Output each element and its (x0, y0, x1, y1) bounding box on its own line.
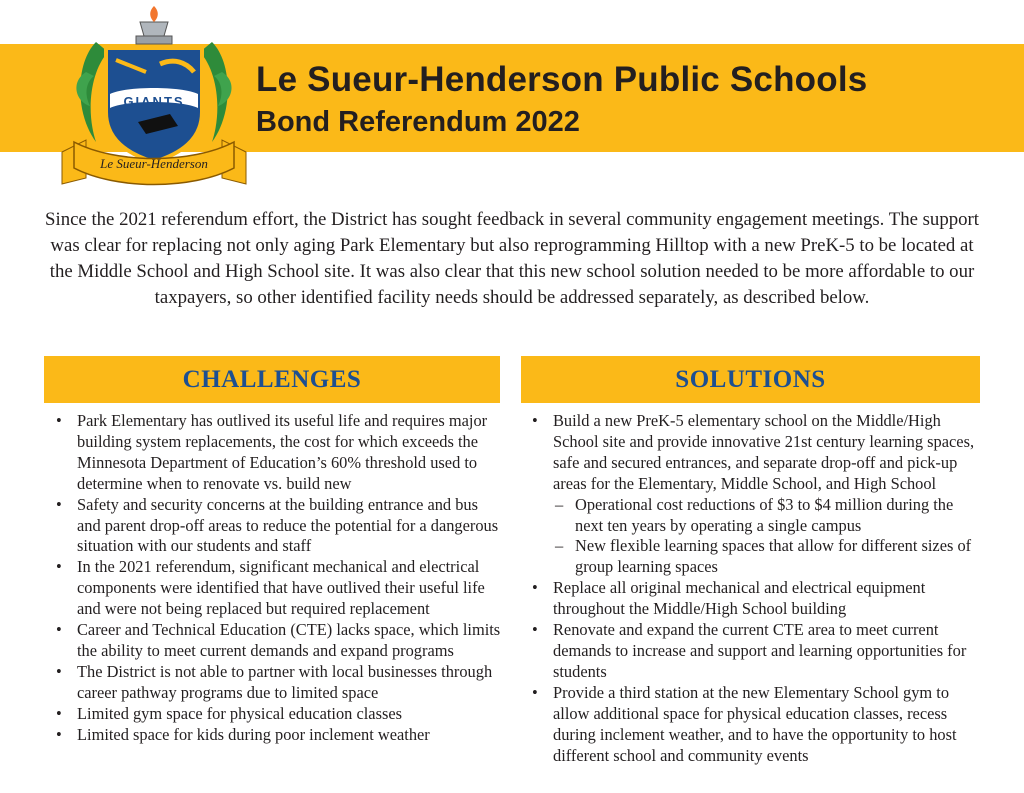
logo-ribbon-text: Le Sueur-Henderson (100, 156, 208, 171)
list-item-text: Park Elementary has outlived its useful life and requires major building system replacements, the cost for which exceeds the Minnesota Department of Education’s 60% threshold used to determine when to renovate vs. build new (77, 411, 488, 493)
list-item-text: Build a new PreK-5 elementary school on the Middle/High School site and provide innovative 21st century learning spaces, safe and secured entrances, and separate drop-off and pick-up areas for the Elementary, Middle School, and High School (553, 411, 975, 493)
list-item (54, 495, 504, 558)
list-item-text: Renovate and expand the current CTE area to meet current demands to increase and support and learning opportunities for students (553, 620, 967, 681)
dash-icon: – (555, 536, 564, 556)
solutions-list (530, 411, 980, 766)
list-item (530, 620, 980, 683)
list-item-text: Limited space for kids during poor inclement weather (77, 724, 430, 744)
bullet-icon: • (56, 724, 62, 744)
bullet-icon: • (56, 411, 62, 430)
solutions-heading-bar (521, 356, 980, 403)
list-item-text: Career and Technical Education (CTE) lacks space, which limits the ability to meet current demands and expand programs (77, 620, 501, 660)
dash-icon: – (555, 494, 564, 514)
bullet-icon: • (56, 661, 62, 681)
list-item (530, 683, 980, 767)
page-subtitle: Bond Referendum 2022 (256, 106, 580, 138)
bullet-icon: • (56, 494, 62, 514)
bullet-icon: • (56, 703, 62, 723)
bullet-icon: • (532, 578, 538, 598)
sub-list-item (553, 495, 980, 537)
challenges-list (54, 411, 504, 746)
bullet-icon: • (56, 557, 62, 577)
bullet-icon: • (532, 411, 538, 430)
school-crest-logo (56, 2, 252, 198)
list-item (54, 411, 504, 495)
sub-list-item-text: Operational cost reductions of $3 to $4 million during the next ten years by operating a single campus (575, 494, 954, 535)
list-item-text: Safety and security concerns at the building entrance and bus and parent drop-off areas to reduce the potential for a dangerous situation with our students and staff (77, 494, 499, 556)
list-item (54, 662, 504, 704)
sub-list-item (553, 536, 980, 578)
list-item (54, 557, 504, 620)
list-item (54, 620, 504, 662)
list-item (54, 704, 504, 725)
page-title: Le Sueur-Henderson Public Schools (256, 60, 868, 99)
challenges-heading-bar (44, 356, 500, 403)
list-item-text: Replace all original mechanical and electrical equipment throughout the Middle/High School building (553, 578, 926, 619)
solutions-heading: SOLUTIONS (675, 365, 826, 393)
challenges-heading: CHALLENGES (182, 365, 362, 393)
list-item (54, 725, 504, 746)
list-item-text: The District is not able to partner with local businesses through career pathway programs due to limited space (77, 661, 493, 702)
list-item (530, 411, 980, 578)
bullet-icon: • (532, 620, 538, 640)
list-item (530, 578, 980, 620)
intro-paragraph: Since the 2021 referendum effort, the District has sought feedback in several community engagement meetings. The support was clear for replacing not only aging Park Elementary but also reprogramming Hilltop with a new PreK-5 to be located at the Middle School and High School site. It was also clear that this new school solution needed to be more affordable to our taxpayers, so other identified facility needs should be addressed separately, as described below. (45, 209, 979, 308)
list-item-text: Limited gym space for physical education classes (77, 703, 402, 723)
bullet-icon: • (532, 682, 538, 702)
sub-list-item-text: New flexible learning spaces that allow for different sizes of group learning spaces (575, 536, 972, 577)
bullet-icon: • (56, 620, 62, 640)
logo-shield-text: GIANTS (123, 94, 185, 109)
list-item-text: Provide a third station at the new Elementary School gym to allow additional space for physical education classes, recess during inclement weather, and to have the opportunity to host different school and community events (553, 682, 957, 765)
sub-list (553, 495, 980, 579)
list-item-text: In the 2021 referendum, significant mechanical and electrical components were identified that have outlived their useful life and were not being replaced but required replacement (77, 557, 485, 619)
